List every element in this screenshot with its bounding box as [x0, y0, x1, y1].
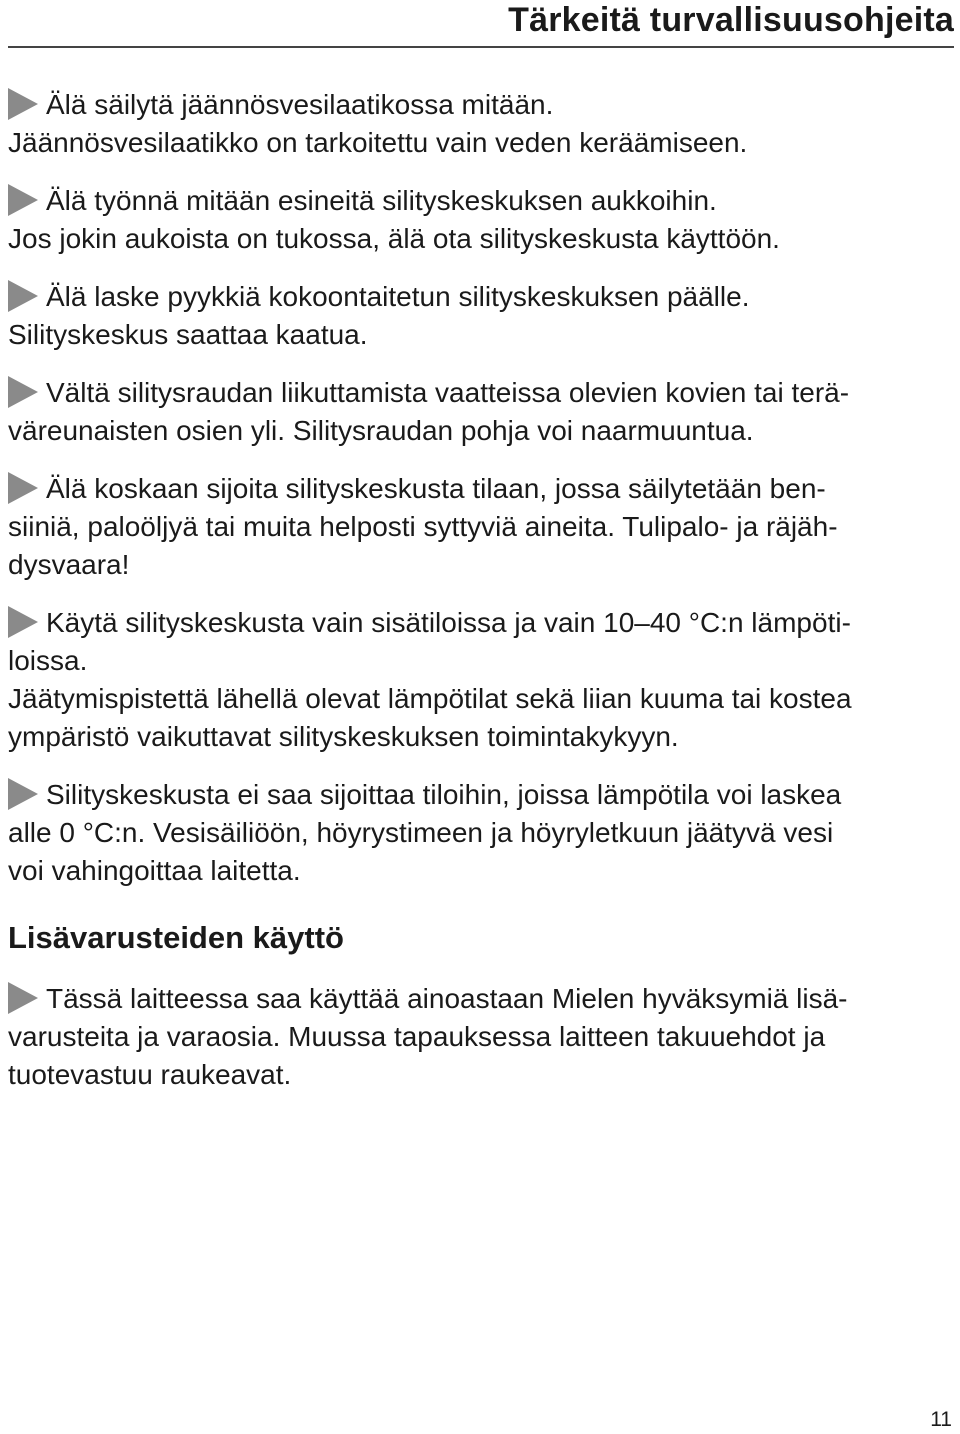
accessory-item-line: varusteita ja varaosia. Muussa tapauksessa laitteen takuuehdot ja — [8, 1021, 826, 1052]
accessory-item — [8, 980, 948, 1094]
safety-item — [8, 86, 948, 162]
triangle-bullet-icon — [8, 184, 38, 216]
triangle-bullet-icon — [8, 982, 38, 1014]
safety-item-line: Käytä silityskeskusta vain sisätiloissa ja vain 10–40 °C:n lämpöti- — [8, 604, 948, 642]
triangle-bullet-icon — [8, 376, 38, 408]
header-divider — [8, 46, 954, 48]
safety-item — [8, 776, 948, 890]
triangle-bullet-icon — [8, 778, 38, 810]
safety-item — [8, 374, 948, 450]
safety-item-line: siiniä, paloöljyä tai muita helposti syttyviä aineita. Tulipalo- ja räjäh- — [8, 511, 838, 542]
safety-item-line: Jos jokin aukoista on tukossa, älä ota silityskeskusta käyttöön. — [8, 223, 780, 254]
safety-item-line: Silityskeskus saattaa kaatua. — [8, 319, 368, 350]
safety-item-line: dysvaara! — [8, 549, 130, 580]
safety-item-line: Älä laske pyykkiä kokoontaitetun silityskeskuksen päälle. — [8, 278, 948, 316]
safety-item-line: väreunaisten osien yli. Silitysraudan pohja voi naarmuuntua. — [8, 415, 754, 446]
safety-item-line: Älä työnnä mitään esineitä silityskeskuksen aukkoihin. — [8, 182, 948, 220]
safety-item — [8, 604, 948, 756]
section-heading: Lisävarusteiden käyttö — [8, 920, 344, 955]
triangle-bullet-icon — [8, 606, 38, 638]
safety-item-line: Älä säilytä jäännösvesilaatikossa mitään. — [8, 86, 948, 124]
document-body — [8, 86, 948, 1114]
triangle-bullet-icon — [8, 88, 38, 120]
safety-item-line: Älä koskaan sijoita silityskeskusta tilaan, jossa säilytetään ben- — [8, 470, 948, 508]
safety-item — [8, 182, 948, 258]
safety-item-line: Silityskeskusta ei saa sijoittaa tiloihin, joissa lämpötila voi laskea — [8, 776, 948, 814]
safety-item-line: voi vahingoittaa laitetta. — [8, 855, 301, 886]
triangle-bullet-icon — [8, 472, 38, 504]
triangle-bullet-icon — [8, 280, 38, 312]
safety-item — [8, 278, 948, 354]
page-number: 11 — [930, 1408, 952, 1431]
safety-item-line: alle 0 °C:n. Vesisäiliöön, höyrystimeen ja höyryletkuun jäätyvä vesi — [8, 817, 834, 848]
page-header-title: Tärkeitä turvallisuusohjeita — [508, 1, 954, 39]
safety-item — [8, 470, 948, 584]
safety-item-line: ympäristö vaikuttavat silityskeskuksen toimintakykyyn. — [8, 721, 679, 752]
safety-item-line: loissa. — [8, 645, 88, 676]
safety-item-line: Vältä silitysraudan liikuttamista vaatteissa olevien kovien tai terä- — [8, 374, 948, 412]
safety-item-line: Jäännösvesilaatikko on tarkoitettu vain veden keräämiseen. — [8, 127, 748, 158]
safety-item-line: Jäätymispistettä lähellä olevat lämpötilat sekä liian kuuma tai kostea — [8, 683, 852, 714]
accessory-item-line: Tässä laitteessa saa käyttää ainoastaan Mielen hyväksymiä lisä- — [8, 980, 948, 1018]
accessory-item-line: tuotevastuu raukeavat. — [8, 1059, 292, 1090]
